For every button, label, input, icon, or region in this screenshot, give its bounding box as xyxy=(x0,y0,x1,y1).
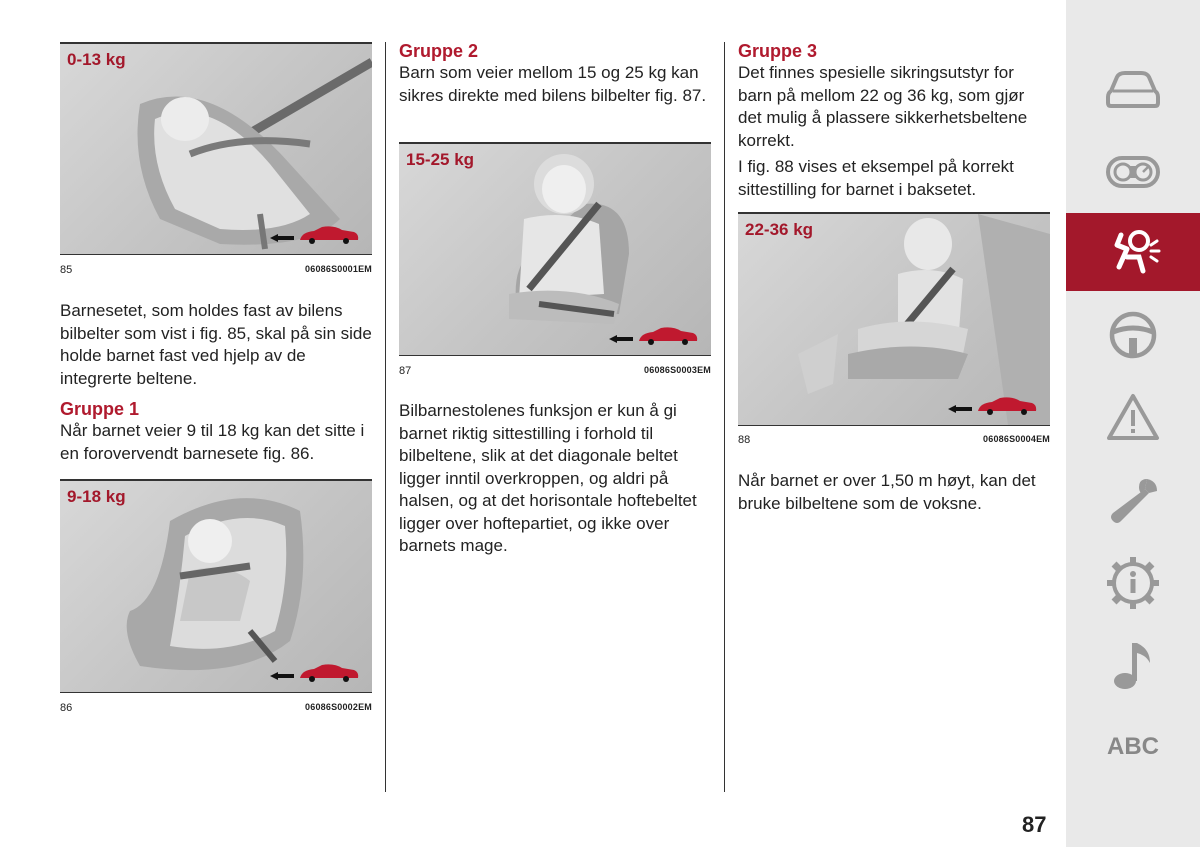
figure-86 xyxy=(60,479,372,693)
steering-wheel-icon xyxy=(1105,310,1161,360)
figure-85 xyxy=(60,42,372,255)
booster-cushion-illustration xyxy=(738,214,1050,425)
figure-number: 88 xyxy=(738,434,751,446)
wrench-icon xyxy=(1105,473,1161,529)
sidebar-item-index[interactable] xyxy=(1066,708,1200,786)
paragraph-seat-function: Bilbarnestolenes funksjon er kun å gi barnet riktig sittestilling i forhold til bilbeltene, slik at det diagonale beltet ligger inntil overkroppen, og aldri på halsen, og at det horisontale hoftebeltet ligger over hoftepartiet, og ikke over barnets mage. xyxy=(399,401,697,555)
page-number: 87 xyxy=(1022,812,1047,837)
figure-code: 06086S0001EM xyxy=(305,264,372,274)
column-2-text-a xyxy=(399,40,711,107)
paragraph-fig-88-reference: I fig. 88 vises et eksempel på korrekt sittestilling for barnet i baksetet. xyxy=(738,157,1014,199)
booster-seat-illustration xyxy=(399,144,711,355)
car-icon xyxy=(1105,69,1161,109)
sidebar-item-multimedia[interactable] xyxy=(1066,627,1200,705)
sidebar-item-car[interactable] xyxy=(1066,50,1200,128)
sidebar-item-maintenance[interactable] xyxy=(1066,462,1200,540)
figure-number: 87 xyxy=(399,365,412,377)
figure-weight-label: 22-36 kg xyxy=(745,220,814,239)
heading-gruppe-3: Gruppe 3 xyxy=(738,41,818,61)
figure-number: 85 xyxy=(60,264,73,276)
figure-87-caption xyxy=(399,365,711,377)
figure-code: 06086S0003EM xyxy=(644,365,711,375)
figure-weight-label: 0-13 kg xyxy=(67,50,126,69)
dashboard-icon xyxy=(1105,152,1161,192)
sidebar-item-dashboard[interactable] xyxy=(1066,133,1200,211)
figure-code: 06086S0002EM xyxy=(305,702,372,712)
figure-weight-label: 9-18 kg xyxy=(67,487,126,506)
sidebar-item-safety[interactable] xyxy=(1066,213,1200,291)
car-direction-arrow-icon xyxy=(270,224,360,246)
sidebar-item-technical-data[interactable] xyxy=(1066,544,1200,622)
infant-carrier-illustration xyxy=(60,44,372,254)
column-3-text-b xyxy=(738,470,1050,515)
figure-code: 06086S0004EM xyxy=(983,434,1050,444)
paragraph-gruppe-1: Når barnet veier 9 til 18 kg kan det sitte i en forovervendt barnesete fig. 86. xyxy=(60,421,365,463)
column-2-text-b xyxy=(399,400,711,558)
car-direction-arrow-icon xyxy=(609,325,699,347)
abc-index-label: ABC xyxy=(1107,733,1159,760)
paragraph-gruppe-2: Barn som veier mellom 15 og 25 kg kan sikres direkte med bilens bilbelter fig. 87. xyxy=(399,63,707,105)
car-direction-arrow-icon xyxy=(948,395,1038,417)
column-divider-1 xyxy=(385,42,386,792)
forward-seat-illustration xyxy=(60,481,372,692)
sidebar-item-warning[interactable] xyxy=(1066,378,1200,456)
info-gear-icon xyxy=(1105,555,1161,611)
figure-88 xyxy=(738,212,1050,426)
figure-86-caption xyxy=(60,702,372,714)
column-1-text-a xyxy=(60,300,372,465)
figure-87 xyxy=(399,142,711,356)
chapter-sidebar xyxy=(1066,0,1200,847)
airbag-seatbelt-icon xyxy=(1105,227,1161,277)
figure-weight-label: 15-25 kg xyxy=(406,150,475,169)
warning-triangle-icon xyxy=(1105,392,1161,442)
heading-gruppe-2: Gruppe 2 xyxy=(399,41,479,61)
figure-88-caption xyxy=(738,434,1050,446)
heading-gruppe-1: Gruppe 1 xyxy=(60,399,140,419)
paragraph-gruppe-3: Det finnes spesielle sikringsutstyr for barn på mellom 22 og 36 kg, som gjør det mulig å plassere sikkerhetsbeltene korrekt. xyxy=(738,63,1028,150)
figure-85-caption xyxy=(60,264,372,276)
column-divider-2 xyxy=(724,42,725,792)
column-3-text-a xyxy=(738,40,1050,201)
car-direction-arrow-icon xyxy=(270,662,360,684)
paragraph-child-seat: Barnesetet, som holdes fast av bilens bilbelter som vist i fig. 85, skal på sin side holde barnet fast ved hjelp av de integrerte beltene. xyxy=(60,301,372,388)
paragraph-adult-belts: Når barnet er over 1,50 m høyt, kan det bruke bilbeltene som de voksne. xyxy=(738,471,1036,513)
sidebar-item-steering[interactable] xyxy=(1066,296,1200,374)
music-note-icon xyxy=(1108,639,1158,693)
figure-number: 86 xyxy=(60,702,73,714)
